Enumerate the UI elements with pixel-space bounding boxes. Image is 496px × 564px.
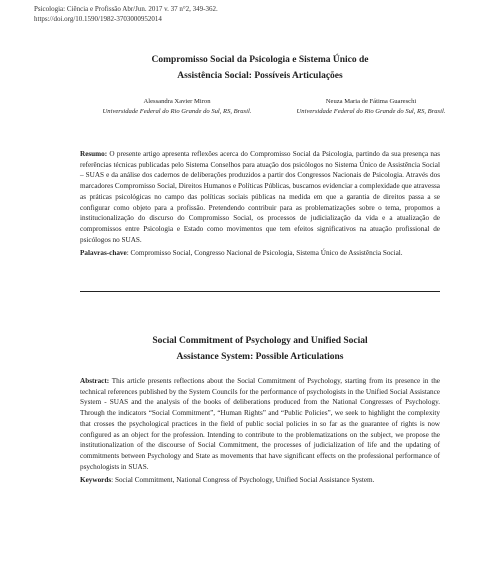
section-divider [80,291,440,292]
keywords-label: Palavras-chave [80,249,127,258]
keywords-english [80,475,440,486]
author-2 [266,97,476,117]
abstract-english-body [80,376,440,472]
title-english [34,333,486,365]
keywords-text: : Compromisso Social, Congresso Nacional de Psicologia, Sistema Único de Assistência Social. [126,249,403,258]
doi-link[interactable]: https://doi.org/10.1590/1982-3703000952014 [34,14,162,23]
abstract-english [80,376,440,486]
abstract-label: Abstract: [80,377,110,385]
journal-header [34,5,218,24]
author-name: Alessandra Xavier Miron [143,98,211,105]
author-name: Neuza Maria de Fátima Guareschi [325,98,417,105]
author-1 [82,97,272,117]
keywords-portuguese [80,248,440,259]
keywords-label: Keywords [80,476,112,485]
keywords-text: : Social Commitment, National Congress of Psychology, Unified Social Assistance System. [111,476,375,485]
abstract-label: Resumo: [80,150,108,158]
title-english-line-2: Assistance System: Possible Articulations [176,352,344,362]
abstract-text: This article presents reflections about the Social Commitment of Psychology, starting from its presence in the technical references published by the System Councils for the performance of psychologists in the Unified Social Assistance System - SUAS and the analysis of the books of deliberations produced from the National Congresses of Psychology. Through the indicators “Social Commitment”, “Human Rights” and “Public Policies”, we seek to highlight the complexity that crosses the psychological practices in the field of public social policies in so far as the guarantee of rights is now configured as an object for the profession. Intending to contribute to the problematizations on the subject, we propose the institutionalization of the discourse of Social Commitment, the processes of judicialization of life and the updating of commitments between Psychology and State as movements that have significant effects on the professional performance of psychologists in SUAS. [80,377,440,471]
title-english-line-1: Social Commitment of Psychology and Unified Social [152,336,368,346]
abstract-text: O presente artigo apresenta reflexões acerca do Compromisso Social da Psicologia, partindo da sua presença nas referências técnicas publicadas pelo Sistema Conselhos para atuação dos psicólogos no Sistema Único de Assistência Social – SUAS e da análise dos cadernos de deliberações produzidos a partir dos Congressos Nacionais de Psicologia. Através dos marcadores Compromisso Social, Direitos Humanos e Políticas Públicas, buscamos evidenciar a complexidade que atravessa as práticas psicológicas no campo das políticas sociais públicas na medida em que a garantia de direitos passa a se configurar como objeto para a profissão. Pretendendo contribuir para as problematizações sobre o tema, propomos a institucionalização do discurso do Compromisso Social, os processos de judicialização da vida e a atualização de compromissos entre Psicologia e Estado como movimentos que tem efeitos significativos na atuação profissional de psicólogos no SUAS. [80,150,441,244]
title-portuguese-line-2: Assistência Social: Possíveis Articulações [177,71,343,81]
abstract-portuguese-body [80,149,440,245]
abstract-portuguese [80,149,440,259]
title-portuguese-line-1: Compromisso Social da Psicologia e Sistema Único de [151,55,369,65]
author-affiliation: Universidade Federal do Rio Grande do Sul, RS, Brasil. [102,108,252,115]
title-portuguese [34,52,486,84]
journal-citation: Psicologia: Ciência e Profissão Abr/Jun. 2017 v. 37 n°2, 349-362. [34,5,218,13]
author-affiliation: Universidade Federal do Rio Grande do Sul, RS, Brasil. [296,108,446,115]
